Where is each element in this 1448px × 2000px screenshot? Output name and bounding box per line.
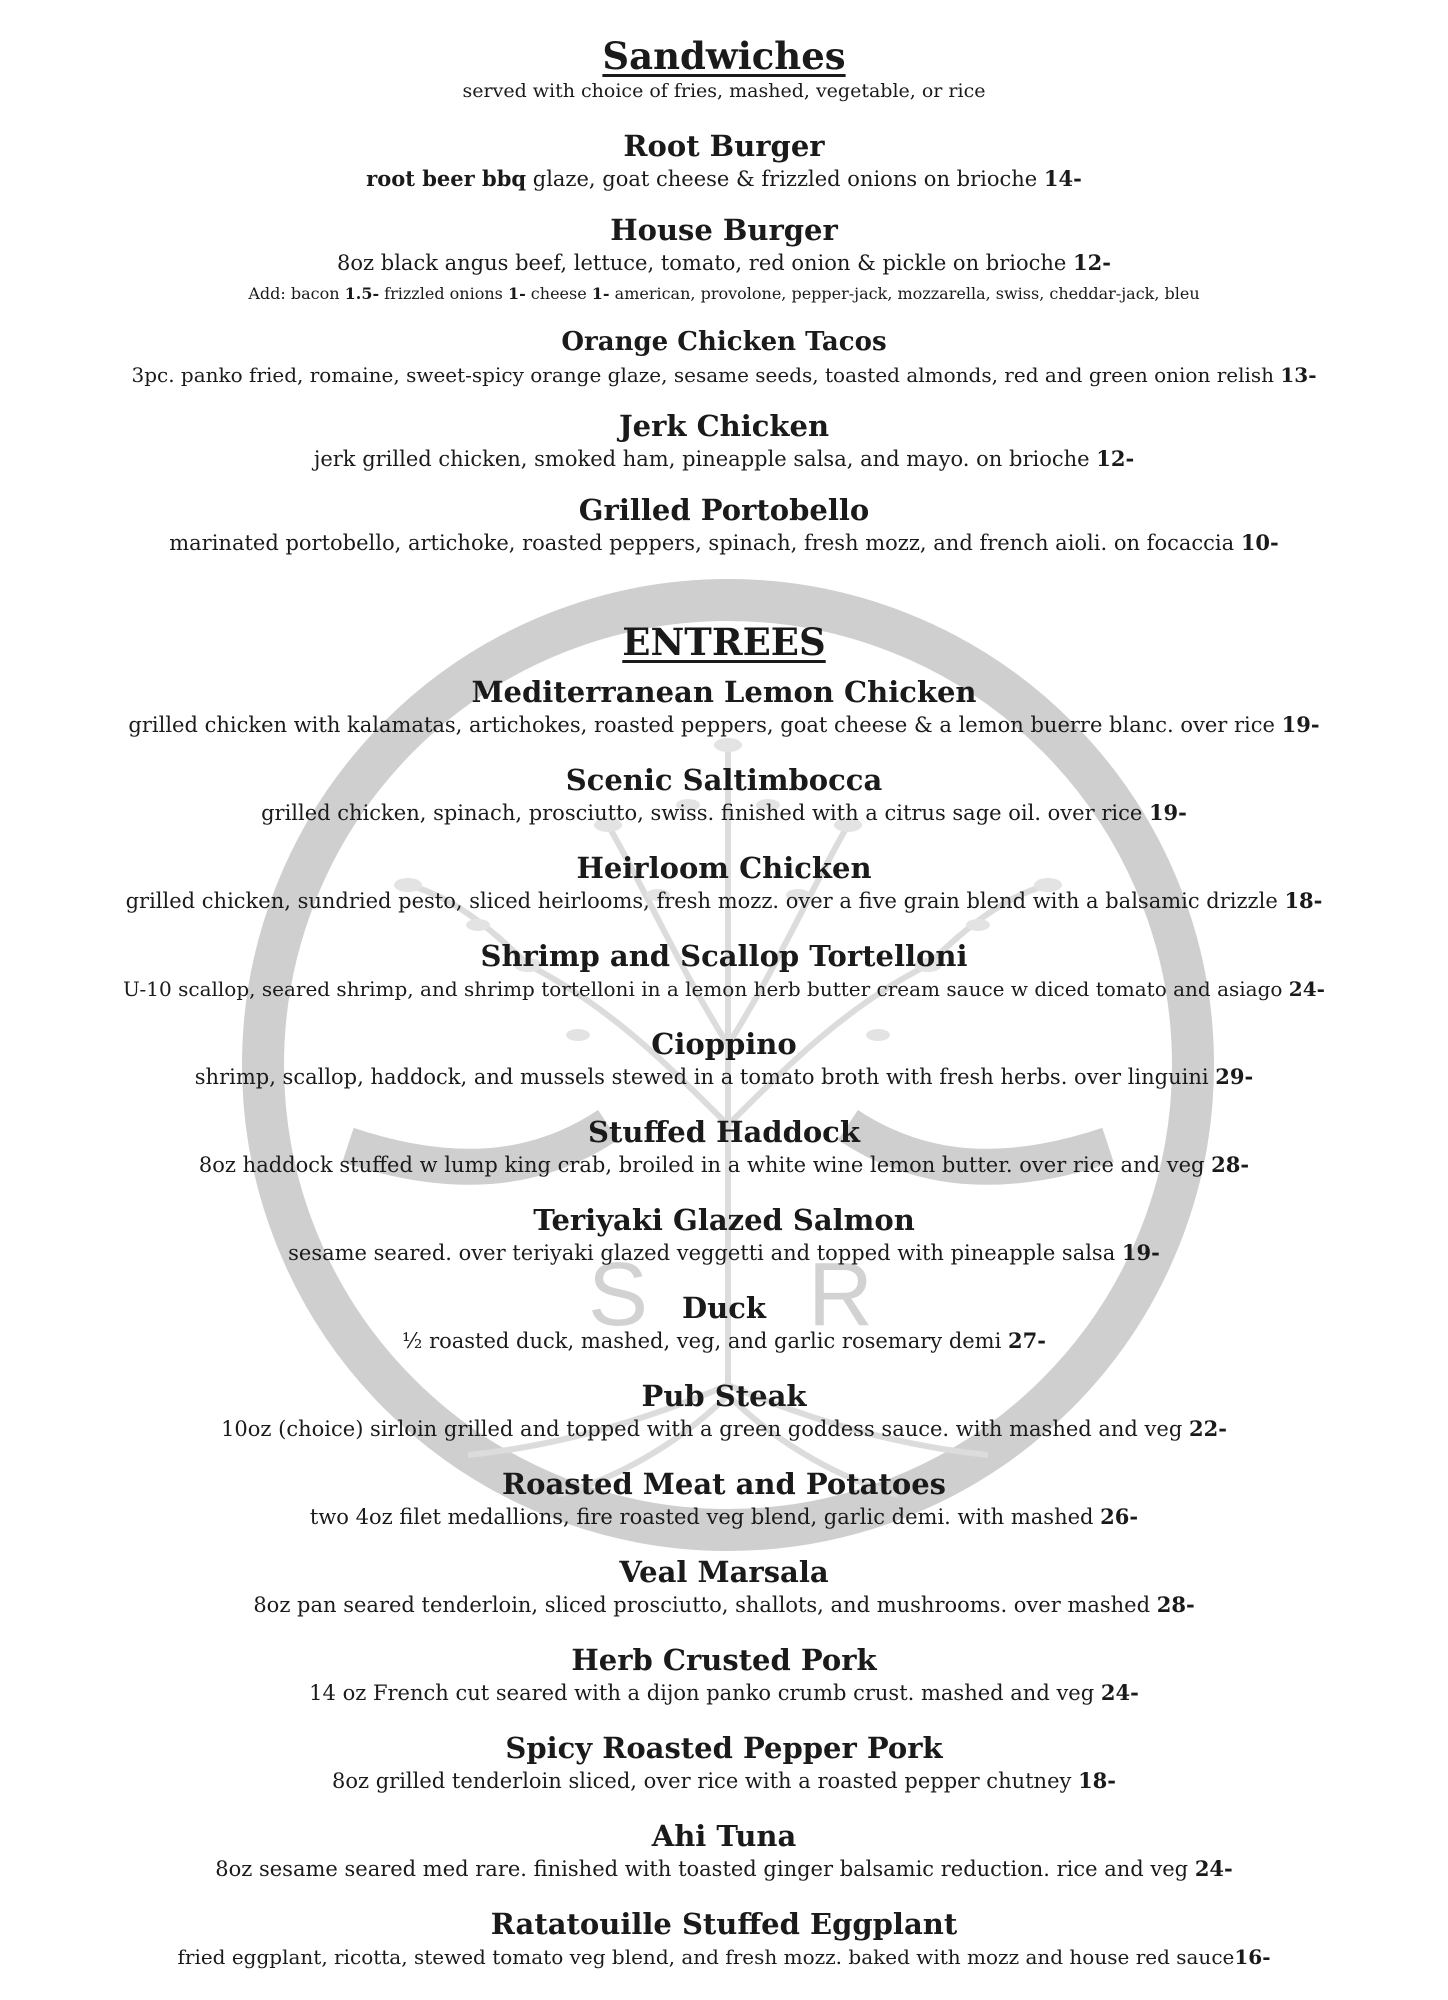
item-description: ½ roasted duck, mashed, veg, and garlic rosemary demi 27- (402, 1328, 1046, 1353)
item-name: Herb Crusted Pork (571, 1643, 877, 1677)
menu-item-house-burger (0, 212, 1448, 306)
sandwiches-subtitle: served with choice of fries, mashed, vegetable, or rice (462, 80, 986, 102)
menu-item-ratatouille-stuffed-eggplant (0, 1906, 1448, 1972)
item-price: 24- (1100, 1680, 1139, 1705)
entrees-section (0, 620, 1448, 1972)
menu-item-grilled-portobello (0, 492, 1448, 558)
item-price: 27- (1008, 1328, 1046, 1353)
item-name: Shrimp and Scallop Tortelloni (480, 939, 968, 973)
item-description: grilled chicken with kalamatas, artichokes, roasted peppers, goat cheese & a lemon buerre blanc. over rice 19- (128, 712, 1320, 737)
menu-item-teriyaki-glazed-salmon (0, 1202, 1448, 1268)
item-price: 28- (1211, 1152, 1250, 1177)
item-description: 8oz grilled tenderloin sliced, over rice with a roasted pepper chutney 18- (331, 1768, 1117, 1793)
menu-item-ahi-tuna (0, 1818, 1448, 1884)
item-name: Spicy Roasted Pepper Pork (505, 1731, 943, 1765)
item-description: grilled chicken, sundried pesto, sliced heirlooms, fresh mozz. over a five grain blend with a balsamic drizzle 18- (125, 888, 1323, 913)
menu-item-veal-marsala (0, 1554, 1448, 1620)
item-desc-bold: root beer bbq (366, 166, 527, 191)
item-description: jerk grilled chicken, smoked ham, pineapple salsa, and mayo. on brioche 12- (313, 446, 1135, 471)
menu-item-scenic-saltimbocca (0, 762, 1448, 828)
item-price: 19- (1148, 800, 1187, 825)
item-description: 8oz pan seared tenderloin, sliced prosciutto, shallots, and mushrooms. over mashed 28- (253, 1592, 1195, 1617)
monogram-left: S (588, 1245, 649, 1345)
item-name: Jerk Chicken (618, 409, 830, 443)
menu-item-herb-crusted-pork (0, 1642, 1448, 1708)
menu-item-heirloom-chicken (0, 850, 1448, 916)
entrees-title: ENTREES (622, 620, 826, 664)
menu-item-roasted-meat-potatoes (0, 1466, 1448, 1532)
sandwiches-title: Sandwiches (602, 34, 846, 78)
sandwiches-section (0, 0, 1448, 558)
item-description: root beer bbq glaze, goat cheese & frizzled onions on brioche 14- (366, 166, 1082, 191)
item-name: Cioppino (651, 1027, 797, 1061)
item-description: sesame seared. over teriyaki glazed veggetti and topped with pineapple salsa 19- (288, 1240, 1160, 1265)
menu-item-stuffed-haddock (0, 1114, 1448, 1180)
item-description: grilled chicken, spinach, prosciutto, swiss. finished with a citrus sage oil. over rice 19- (261, 800, 1187, 825)
menu-item-root-burger (0, 128, 1448, 194)
menu-item-orange-chicken-tacos (0, 324, 1448, 390)
item-price: 12- (1073, 250, 1111, 275)
item-price: 22- (1188, 1416, 1227, 1441)
menu-item-spicy-roasted-pepper-pork (0, 1730, 1448, 1796)
item-description: 8oz haddock stuffed w lump king crab, broiled in a white wine lemon butter. over rice and veg 28- (198, 1152, 1250, 1177)
menu-item-duck (0, 1290, 1448, 1356)
item-name: Ahi Tuna (651, 1819, 797, 1853)
menu-item-shrimp-scallop-tortelloni (0, 938, 1448, 1004)
item-description: 8oz sesame seared med rare. finished with toasted ginger balsamic reduction. rice and veg 24- (215, 1856, 1233, 1881)
item-price: 19- (1281, 712, 1320, 737)
item-description: marinated portobello, artichoke, roasted peppers, spinach, fresh mozz, and french aioli. on focaccia 10- (169, 530, 1279, 555)
menu-item-cioppino (0, 1026, 1448, 1092)
item-name: Root Burger (623, 129, 825, 163)
item-description: shrimp, scallop, haddock, and mussels stewed in a tomato broth with fresh herbs. over linguini 29- (194, 1064, 1254, 1089)
item-name: House Burger (610, 213, 838, 247)
item-name: Duck (682, 1291, 766, 1325)
burger-addons: Add: bacon 1.5- frizzled onions 1- cheese 1- american, provolone, pepper-jack, mozzarella, swiss, cheddar-jack, bleu (248, 284, 1200, 303)
item-name: Ratatouille Stuffed Eggplant (490, 1907, 958, 1941)
item-name: Heirloom Chicken (576, 851, 872, 885)
item-price: 18- (1078, 1768, 1117, 1793)
item-description: 10oz (choice) sirloin grilled and topped with a green goddess sauce. with mashed and veg 22- (221, 1416, 1227, 1441)
item-price: 18- (1284, 888, 1323, 913)
item-name: Teriyaki Glazed Salmon (533, 1203, 915, 1237)
item-price: 26- (1100, 1504, 1139, 1529)
item-price: 28- (1156, 1592, 1195, 1617)
monogram-right: R (808, 1245, 873, 1345)
item-name: Roasted Meat and Potatoes (502, 1467, 946, 1501)
item-price: 19- (1121, 1240, 1160, 1265)
item-name: Stuffed Haddock (588, 1115, 860, 1149)
item-description: 3pc. panko fried, romaine, sweet-spicy orange glaze, sesame seeds, toasted almonds, red and green onion relish 13- (131, 363, 1317, 387)
menu-item-pub-steak (0, 1378, 1448, 1444)
item-price: 12- (1096, 446, 1135, 471)
item-name: Veal Marsala (619, 1555, 829, 1589)
item-price: 24- (1194, 1856, 1233, 1881)
item-description: 14 oz French cut seared with a dijon panko crumb crust. mashed and veg 24- (309, 1680, 1139, 1705)
menu-item-mediterranean-lemon-chicken (0, 674, 1448, 740)
item-price: 10- (1240, 530, 1279, 555)
item-name: Orange Chicken Tacos (561, 327, 887, 357)
item-price: 29- (1215, 1064, 1254, 1089)
item-price: 24- (1288, 977, 1325, 1001)
item-price: 16- (1234, 1945, 1271, 1969)
item-name: Scenic Saltimbocca (565, 763, 883, 797)
item-price: 14- (1043, 166, 1082, 191)
item-description: 8oz black angus beef, lettuce, tomato, red onion & pickle on brioche 12- (337, 250, 1111, 275)
menu-item-jerk-chicken (0, 408, 1448, 474)
item-description: two 4oz filet medallions, fire roasted veg blend, garlic demi. with mashed 26- (309, 1504, 1139, 1529)
item-name: Grilled Portobello (578, 493, 870, 527)
item-description: U-10 scallop, seared shrimp, and shrimp tortelloni in a lemon herb butter cream sauce w diced tomato and asiago 24- (123, 977, 1325, 1001)
item-description: fried eggplant, ricotta, stewed tomato veg blend, and fresh mozz. baked with mozz and house red sauce16- (177, 1945, 1271, 1969)
item-price: 13- (1280, 363, 1317, 387)
item-name: Mediterranean Lemon Chicken (471, 675, 977, 709)
item-name: Pub Steak (641, 1379, 807, 1413)
